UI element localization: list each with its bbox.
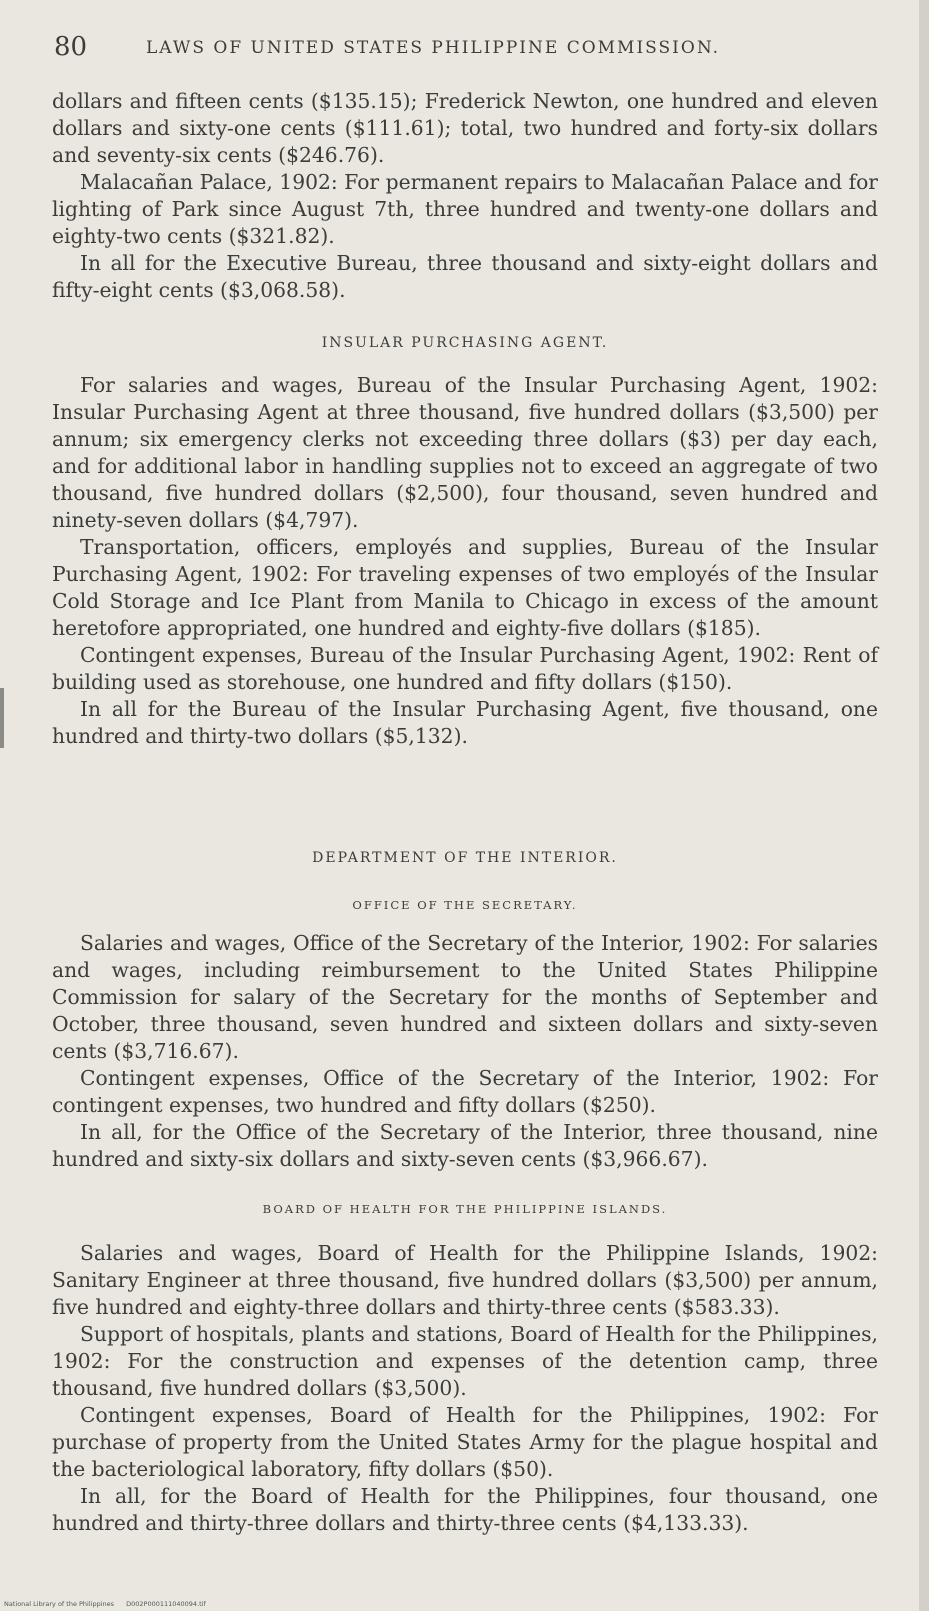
running-head: LAWS OF UNITED STATES PHILIPPINE COMMISSION. [146,38,721,58]
binding-mark [0,688,4,748]
executive-bureau-text [52,88,878,304]
paragraph: Contingent expenses, Office of the Secretary of the Interior, 1902: For contingent expenses, two hundred and fifty dollars ($250). [52,1066,878,1117]
purchasing-agent-text [52,372,878,750]
paragraph: Transportation, officers, employés and supplies, Bureau of the Insular Purchasing Agent, 1902: For traveling expenses of two employés of the Insular Cold Storage and Ice Plant from Manila to Chicago in excess of the amount heretofore appropriated, one hundred and eighty-five dollars ($185). [52,535,878,640]
paragraph: In all for the Bureau of the Insular Purchasing Agent, five thousand, one hundred and thirty-two dollars ($5,132). [52,697,878,748]
paragraph: Salaries and wages, Office of the Secretary of the Interior, 1902: For salaries and wages, including reimbursement to the United States Philippine Commission for salary of the Secretary for the months of September and October, three thousand, seven hundred and sixteen dollars and sixty-seven cents ($3,716.67). [52,931,878,1063]
paragraph: Malacañan Palace, 1902: For permanent repairs to Malacañan Palace and for lighting of Park since August 7th, three hundred and twenty-one dollars and eighty-two cents ($321.82). [52,170,878,248]
paragraph: Salaries and wages, Board of Health for the Philippine Islands, 1902: Sanitary Engineer at three thousand, five hundred dollars ($3,500) per annum, five hundred and eighty-three dollars and thirty-three cents ($583.33). [52,1241,878,1319]
scan-footer [4,1600,216,1608]
paragraph: Contingent expenses, Bureau of the Insular Purchasing Agent, 1902: Rent of building used as storehouse, one hundred and fifty dollars ($150). [52,643,878,694]
interior-secretary-text [52,930,878,1173]
paragraph: Contingent expenses, Board of Health for the Philippines, 1902: For purchase of property from the United States Army for the plague hospital and the bacteriological laboratory, fifty dollars ($50). [52,1403,878,1481]
paragraph: dollars and fifteen cents ($135.15); Frederick Newton, one hundred and eleven dollars and sixty-one cents ($111.61); total, two hundred and forty-six dollars and seventy-six cents ($246.76). [52,89,878,167]
footer-source: National Library of the Philippines [4,1600,115,1608]
board-of-health-text [52,1240,878,1537]
section-heading: INSULAR PURCHASING AGENT. [321,335,609,351]
footer-code: D002P000111040094.tif [126,1600,206,1608]
page-edge-shadow [919,0,929,1611]
subsection-heading: BOARD OF HEALTH FOR THE PHILIPPINE ISLANDS. [262,1202,668,1216]
paragraph: Support of hospitals, plants and stations, Board of Health for the Philippines, 1902: For the construction and expenses of the detention camp, three thousand, five hundred dollars ($3,500). [52,1322,878,1400]
page-header [54,32,874,72]
paragraph: For salaries and wages, Bureau of the Insular Purchasing Agent, 1902: Insular Purchasing Agent at three thousand, five hundred dollars ($3,500) per annum; six emergency clerks not exceeding three dollars ($3) per day each, and for additional labor in handling supplies not to exceed an aggregate of two thousand, five hundred dollars ($2,500), four thousand, seven hundred and ninety-seven dollars ($4,797). [52,373,878,532]
section-heading: DEPARTMENT OF THE INTERIOR. [312,850,618,866]
subsection-heading: OFFICE OF THE SECRETARY. [352,898,578,912]
paragraph: In all for the Executive Bureau, three thousand and sixty-eight dollars and fifty-eight cents ($3,068.58). [52,251,878,302]
paragraph: In all, for the Board of Health for the Philippines, four thousand, one hundred and thirty-three dollars and thirty-three cents ($4,133.33). [52,1484,878,1535]
paragraph: In all, for the Office of the Secretary of the Interior, three thousand, nine hundred and sixty-six dollars and sixty-seven cents ($3,966.67). [52,1120,878,1171]
page-number: 80 [54,32,88,62]
